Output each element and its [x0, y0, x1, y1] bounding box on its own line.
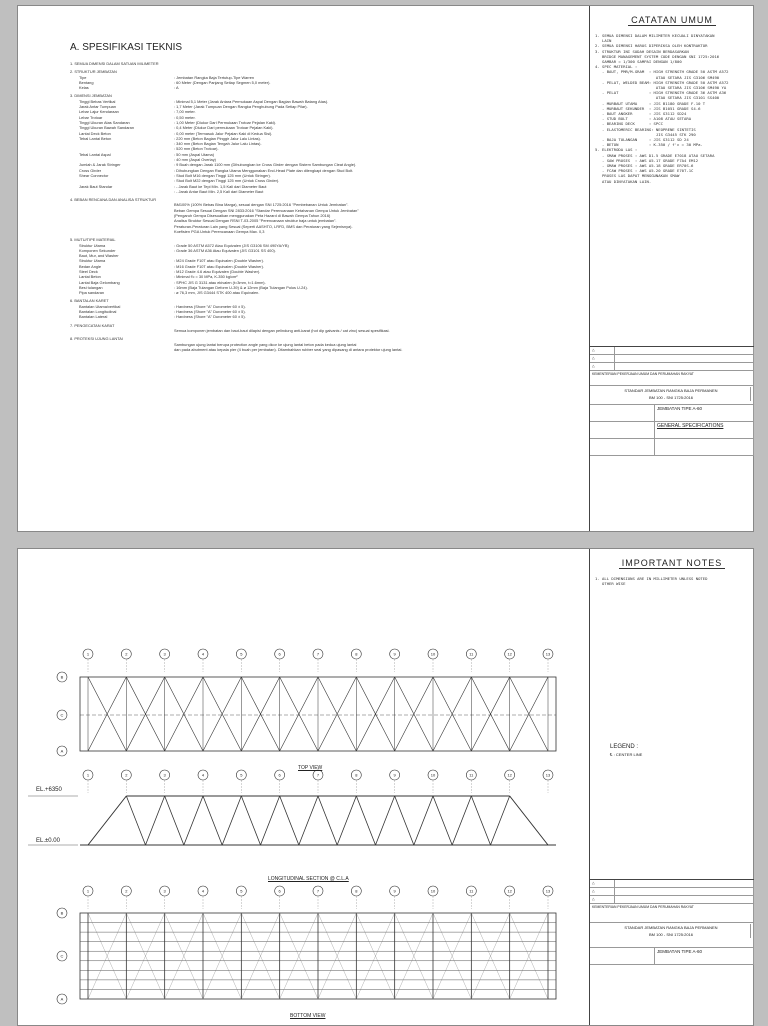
spec-row: Struktur Utama : Grade 50 ASTM A572 Atau Equivalen (JIS G3106 SM 490YA/YB): [79, 242, 289, 248]
spec-row: dan pada abutment atau kepala pier (4 buah per jembatan). Ditambahkan rubber seal yang dipasang di antara protektor ujung lantai.: [174, 346, 403, 352]
spec-heading: A. SPESIFIKASI TEKNIS: [70, 42, 183, 53]
axis-label: 10: [430, 651, 436, 657]
spec-row: Lantai Baja Gelombang : SPHC JIS G 3131 atau ekivalen (t=3mm, t=1.6mm).: [79, 279, 266, 285]
spec-section: [70, 336, 575, 352]
general-notes-panel: [589, 6, 754, 531]
note-line: - BAJA TULANGAN : JIS G3112 SD 24: [595, 137, 689, 143]
project-name-2: STANDAR JEMBATAN RANGKA BAJA PERMANEN: [592, 924, 751, 931]
web-diagonal: [452, 796, 471, 845]
web-diagonal: [241, 796, 260, 845]
note-line: ATAU SETARA JIS G3106 SM490: [595, 74, 720, 80]
spec-section: [70, 197, 575, 234]
spec-row: Tebal Lantai Beton : 220 mm (Beton Bagian Pinggir Jalur Lalu Lintas).: [79, 135, 261, 141]
note-line: ATAU SETARA JIS G3106 SM490 YA: [595, 85, 727, 91]
row-label: B: [60, 674, 64, 680]
note-line: 1. SEMUA DIMENSI DALAM MILIMETER KECUALI DINYATAKAN: [595, 33, 715, 38]
end-post: [88, 796, 126, 845]
drawing-sheet: [17, 548, 754, 1026]
important-notes-panel: [589, 549, 754, 1025]
project-name: STANDAR JEMBATAN RANGKA BAJA PERMANEN: [592, 387, 751, 394]
elevation-top: EL.+6350: [36, 787, 62, 793]
note-line: 1. ALL DIMENSIONS ARE IN MILLIMETER UNLESS NOTED: [595, 576, 708, 581]
spec-body: [70, 58, 575, 352]
web-diagonal: [126, 796, 145, 845]
axis-label: 12: [507, 651, 512, 657]
axis-label: 6: [278, 888, 281, 894]
web-diagonal: [165, 796, 184, 845]
note-line: GAMBAR = 1/300 SAMPAI DENGAN 1/800: [595, 59, 682, 65]
legend: [610, 744, 642, 757]
spec-row: Bantalan Longitudinal : Hardness (Shore "A" Durometer 60 ± 5).: [79, 309, 246, 315]
axis-label: 2: [125, 888, 128, 894]
axis-label: 5: [240, 888, 243, 894]
note-line: - BETON : K-350 / f'c = 30 MPa.: [595, 142, 703, 148]
web-diagonal: [491, 796, 510, 845]
spec-section-title: 2. STRUKTUR JEMBATAN: [70, 69, 117, 75]
spec-row: Semua komponen jembatan dan baut-baut dilapisi dengan pelindung anti-karat (hot dip galvanis / cat zinc) sesuai spesifikasi.: [174, 327, 390, 333]
axis-label: 9: [393, 888, 396, 894]
axis-label: 6: [278, 651, 281, 657]
axis-label: 3: [163, 772, 166, 778]
drawing-area: [18, 549, 588, 1025]
spec-row: Komponen Sekunder : Grade 36 ASTM A36 Atau Equivalen (JIS G3101 SS 400).: [79, 247, 276, 253]
spec-row: Tinggi Ukuran Bawah Sandaran : 0,4 Meter (Diukur Dari permukaan Trotoar Pejalan Kaki).: [79, 125, 274, 131]
sheet-name: GENERAL SPECIFICATIONS: [655, 422, 754, 438]
spec-row: Tebal Lantai Aspal : 50 mm (Aspal Utama): [79, 151, 214, 157]
web-diagonal: [261, 796, 280, 845]
spec-row: Cross Girder : Dihubungkan Dengan Rangka Utama Menggunakan End-Head Plate dan dilengkapi dengan Stud Bolt.: [79, 167, 354, 173]
spec-section-title: 3. DIMENSI JEMBATAN: [70, 93, 112, 99]
spec-section-title: 4. BEBAN RENCANA DAN ANALISA STRUKTUR: [70, 197, 157, 203]
note-line: 4. SPEC MATERIAL :: [595, 64, 638, 70]
important-notes: [590, 576, 754, 586]
spec-section: [70, 69, 575, 90]
note-line: OTHER WISE: [595, 581, 626, 587]
spec-section: [70, 61, 575, 66]
note-line: BRIDGE MANAGEMENT SYSTEM CODE DENGAN SNI 1725:2016: [595, 53, 720, 59]
axis-label: 4: [201, 772, 205, 778]
spec-row: Bantalan Utama/vertikal : Hardness (Shore "A" Durometer 60 ± 5).: [79, 303, 246, 309]
web-diagonal: [184, 796, 203, 845]
note-line: - BAUT, PMR/M-GRAM : HIGH STRENGTH GRADE 50 ASTM A572: [595, 69, 729, 75]
axis-label: 7: [316, 888, 320, 894]
spec-section-title: 8. PROTEKSI UJUNG LANTAI: [70, 336, 123, 342]
row-label: A: [60, 748, 64, 754]
axis-label: 10: [430, 772, 436, 778]
note-line: ATAU SETARA JIS G3101 SS400: [595, 95, 720, 101]
note-line: 3. STRUKTUR INI SUDAH DESAIN BERDASARKAN: [595, 48, 689, 54]
axis-label: 4: [201, 651, 205, 657]
web-diagonal: [280, 796, 299, 845]
note-line: - MURBAUT UTAMA : JIS B1180 GRADE F.10 T: [595, 100, 706, 106]
project-sub: BM 100 - SNI 1725:2016: [592, 394, 751, 401]
elevation-bottom: EL.±0.00: [36, 838, 60, 844]
drawing-title: JEMBATAN TIPE A-60: [655, 405, 754, 421]
axis-label: 10: [430, 888, 436, 894]
spec-row: : 340 mm (Beton Bagian Tengah Jalur Lalu Lintas).: [174, 141, 262, 147]
note-line: 5. ELEKTRODA LAS :: [595, 147, 638, 153]
axis-label: 12: [507, 888, 512, 894]
axis-label: 1: [86, 651, 90, 657]
note-line: - BEARING DECK : SPCC: [595, 121, 663, 127]
spec-row: Tinggi Bebas Vertikal : Minimal 5,1 Meter (Jarak Antara Permukaan Aspal Dengan Bagian Bawah Batang Atas).: [79, 98, 329, 104]
spec-row: Pipa sandaran : ø 76,3 mm, JIS G3444 STK 400 atau Equivalen.: [79, 290, 260, 296]
axis-label: 7: [316, 651, 320, 657]
axis-label: 13: [545, 772, 551, 778]
end-post: [510, 796, 548, 845]
spec-row: Koefisien PGA Untuk Perencanaan Gempa Max. 0,3: [174, 228, 265, 234]
axis-label: 5: [240, 651, 243, 657]
spec-row: Jumlah & Jarak Stringer : 9 Buah dengan Jarak 1100 mm (Dihubungkan ke Cross Girder dengan Sistem Sambungan Cleat Angle).: [79, 162, 357, 168]
axis-label: 13: [545, 651, 551, 657]
spec-row: (Pengaruh Gempa Disesuaikan menggunakan Peta Hazard di Bawah Gempa Tahun 2016): [174, 213, 331, 219]
axis-label: 13: [545, 888, 551, 894]
axis-label: 8: [355, 888, 358, 894]
spec-section: [70, 237, 575, 295]
spec-row: Shear Connector : Stud Bolt M16 dengan Tinggi 125 mm (Untuk Stringer).: [79, 172, 271, 178]
spec-row: Beban Gempa Sesuai Dengan SNI 2833:2016 "Standar Perencanaan Ketahanan Gempa Untuk Jembatan": [174, 207, 359, 213]
web-diagonal: [146, 796, 165, 845]
axis-label: 9: [393, 772, 396, 778]
spec-row: Bantalan Lateral : Hardness (Shore "A" Durometer 60 ± 5).: [79, 314, 246, 320]
ministry-name-2: KEMENTERIAN PEKERJAAN UMUM DAN PERUMAHAN RAKYAT: [590, 904, 754, 922]
spec-section-title: 7. PENGECATAN KARAT: [70, 322, 115, 328]
ministry-name: KEMENTERIAN PEKERJAAN UMUM DAN PERUMAHAN RAKYAT: [590, 371, 754, 385]
legend-title: LEGEND :: [610, 744, 639, 750]
spec-sheet: [17, 5, 754, 532]
spec-row: Tinggi Ukuran Atas Sandaran : 1,00 Meter (Diukur Dari Permukaan Trotoar Pejalan Kaki).: [79, 119, 277, 125]
spec-row: BM100% (100% Bebas Bina Marga), sesuai dengan SNI 1725:2016 "Pembebanan Untuk Jembatan".: [174, 202, 349, 208]
row-label: B: [60, 910, 64, 916]
note-line: - PELAT : HIGH STRENGTH GRADE 36 ASTM A36: [595, 90, 727, 96]
note-line: - STUD BOLT : A108 ATAU SETARA: [595, 116, 692, 122]
axis-label: 8: [355, 772, 358, 778]
web-diagonal: [395, 796, 414, 845]
axis-label: 3: [163, 651, 166, 657]
drawing-title-2: JEMBATAN TIPE A-60: [655, 948, 754, 964]
spec-row: Bedan Angle : M16 Grade F10T atau Equivalen (Double Washer).: [79, 263, 264, 269]
spec-row: : - Jarak Antar Baut Min. 2,5 Kali dari Diameter Baut: [174, 188, 264, 194]
note-line: - MURBAUT SEKUNDER : JIS B1051 GRADE S4.6: [595, 105, 701, 111]
project-sub-2: BM 100 - SNI 1725:2016: [592, 931, 751, 938]
spec-row: : 40 mm (Aspal Overlay): [174, 157, 216, 163]
spec-row: Lebar Trotoar : 0,50 meter.: [79, 114, 196, 120]
spec-row: Kelas : A: [79, 85, 179, 91]
spec-section-title: 6. BANTALAN KARET: [70, 298, 109, 304]
spec-row: Baut, Mur, and Washer: [79, 253, 119, 259]
web-diagonal: [433, 796, 452, 845]
spec-row: Struktur Utama : M24 Grade F10T atau Equivalen (Double Washer).: [79, 258, 264, 264]
axis-label: 2: [125, 651, 128, 657]
axis-label: 9: [393, 651, 396, 657]
axis-label: 11: [469, 772, 474, 778]
axis-label: 8: [355, 651, 358, 657]
spec-row: Steel Deck : M12 Grade 4.6 atau Equivalen (Double Washer).: [79, 268, 261, 274]
spec-row: Lantai Deck Beton : 0,00 meter (Termasuk Jalur Pejalan Kaki di Kedua Sisi).: [79, 130, 273, 136]
spec-row: Bentang : 60 Meter (Dengan Panjang Setiap Segmen 5,0 meter).: [79, 79, 271, 85]
note-line: - SAW PROSES : AWS A5.17 GRADE F7A4 EM12: [595, 157, 699, 163]
spec-row: : Stud Bolt M22 dengan Tinggi 125 mm (Untuk Cross Girder).: [174, 178, 280, 184]
axis-label: 1: [86, 772, 90, 778]
legend-item: ℄ : CENTER LINE: [610, 752, 643, 757]
general-notes: [590, 33, 754, 184]
axis-label: 11: [469, 651, 474, 657]
axis-label: 6: [278, 772, 281, 778]
spec-section: [70, 323, 575, 334]
spec-row: Jarak Antar Tumpuan : 1,7 Meter (Jarak Tumpuan Dengan Rangka Penghubung Pada Setiap Pilar).: [79, 104, 308, 110]
axis-label: 1: [86, 888, 90, 894]
panel-title: CATATAN UMUM: [628, 15, 716, 26]
top-view-title: TOP VIEW: [298, 765, 323, 771]
spec-row: Analisa Struktur Sesuai Dengan RSNI T-03-2005 "Perencanaan struktur baja untuk jembatan".: [174, 218, 337, 224]
spec-section-title: 5. MUTU/TIPE MATERIAL: [70, 237, 116, 243]
note-line: - GMAW PROSES : AWS A5.18 GRADE ER70S-6: [595, 163, 694, 169]
web-diagonal: [203, 796, 222, 845]
spec-row: Besi tulangan : 16mm (Baja Tulangan Deform U-39) & ø 12mm (Baja Tulangan Polos U-24).: [79, 284, 308, 290]
web-diagonal: [471, 796, 490, 845]
web-diagonal: [376, 796, 395, 845]
spec-row: Tipe : Jembatan Rangka Baja Tertutup-Tipe Warren: [79, 74, 255, 80]
title-block-2: △ △ △ KEMENTERIAN PEKERJAAN UMUM DAN PERUMAHAN RAKYAT STANDAR JEMBATAN RANGKA BAJA PERMANEN BM 100 - SNI 1725:2016 JEMBATAN TIPE A-60: [590, 879, 754, 965]
note-line: - ELASTOMERIC BEARING: NEOPRENE SINTETIS: [595, 126, 696, 132]
note-line: PROSES LAS DAPAT MENGGUNAKAN SMAW: [595, 173, 680, 179]
axis-label: 4: [201, 888, 205, 894]
note-line: ATAU DINYATAKAN LAIN.: [595, 178, 652, 184]
row-label: A: [60, 996, 64, 1002]
spec-row: Lebar Lajur Kendaraan : 7,00 meter.: [79, 109, 196, 115]
note-line: 2. SEMUA DIMENSI HARUS DIPERIKSA OLEH KONTRAKTOR: [595, 43, 708, 49]
spec-section: [70, 298, 575, 319]
note-line: - SMAW PROSES : AWS D1.5 GRADE E7018 ATAU SETARA: [595, 152, 715, 158]
note-line: - BAUT ANGKER : JIS G3112 SD24: [595, 111, 687, 117]
web-diagonal: [414, 796, 433, 845]
note-line: JIS G3445 STK 290: [595, 131, 696, 137]
web-diagonal: [299, 796, 318, 845]
axis-label: 2: [125, 772, 128, 778]
note-line: - FCAW PROSES : AWS A5.20 GRADE E70T-1C: [595, 168, 694, 174]
long-section-title: LONGITUDINAL SECTION @ C.L.A: [268, 876, 349, 882]
spec-row: Peraturan-Peraturan Lain yang Sesuai (Seperti AASHTO, LRFD, BMS dan Peraturan yang Sejenisnya).: [174, 223, 353, 229]
spec-row: Sambungan ujung lantai berupa protection angle yang dicor ke ujung lantai beton pada kedua ujung lantai: [174, 341, 357, 347]
row-label: C: [60, 953, 64, 959]
spec-row: Jarak Baut Standar : - Jarak Baut ke Tepi Min. 1,5 Kali dari Diameter Baut: [79, 183, 267, 189]
bottom-view-title: BOTTOM VIEW: [290, 1013, 326, 1019]
note-line: - PELAT, WELDED BEAM: HIGH STRENGTH GRADE 50 ASTM A572: [595, 79, 729, 85]
web-diagonal: [318, 796, 337, 845]
row-label: C: [60, 712, 64, 718]
spec-area: [18, 6, 588, 531]
note-line: LAIN: [595, 38, 612, 44]
spec-row: : 520 mm (Beton Trotoar).: [174, 146, 219, 152]
spec-section-title: 1. SEMUA DIMENSI DALAM SATUAN MILIMETER: [70, 61, 159, 66]
truss-drawing: [18, 549, 588, 1025]
web-diagonal: [222, 796, 241, 845]
panel-title-2: IMPORTANT NOTES: [619, 558, 726, 569]
web-diagonal: [337, 796, 356, 845]
web-diagonal: [356, 796, 375, 845]
spec-section: [70, 93, 575, 194]
axis-label: 11: [469, 888, 474, 894]
axis-label: 3: [163, 888, 166, 894]
axis-label: 12: [507, 772, 512, 778]
axis-label: 5: [240, 772, 243, 778]
spec-row: Lantai Beton : Minimal f'c = 30 MPa, K-350 kg/cm²: [79, 274, 238, 280]
title-block: △ △ △ KEMENTERIAN PEKERJAAN UMUM DAN PERUMAHAN RAKYAT STANDAR JEMBATAN RANGKA BAJA PERMANEN BM 100 - SNI 1725:2016 JEMBATAN TIPE A-60 GENERAL SPECIFICATIONS: [590, 346, 754, 456]
axis-label: 7: [316, 772, 320, 778]
